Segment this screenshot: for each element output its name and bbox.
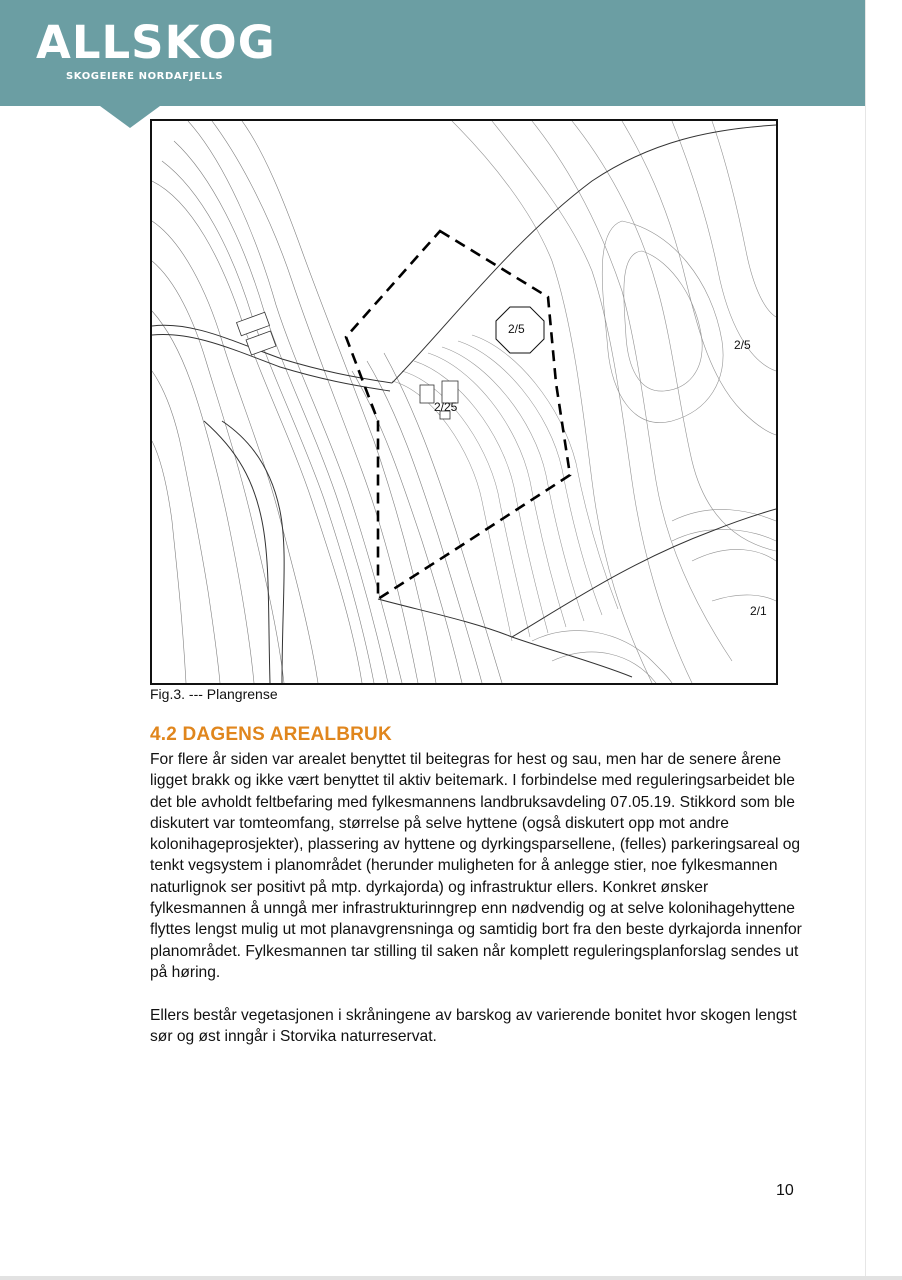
plan-map-drawing (152, 121, 776, 683)
page-number: 10 (776, 1182, 794, 1199)
buildings (237, 312, 458, 419)
parcel-label-2-5: 2/5 (734, 338, 751, 352)
paragraph: For flere år siden var arealet benyttet til beitegras for hest og sau, men har de senere årene ligget brakk og ikke vært benyttet til aktiv beitemark. I forbindelse med reguleringsarbeidet ble det ble avholdt feltbefaring med fylkesmannens landbruksavdeling 07.05.19. Stikkord som ble diskutert var tomteomfang, størrelse på selve hyttene (også diskutert opp mot andre kolonihageprosjekter), plassering av hyttene og dyrkingsparsellene, (felles) parkeringsareal og tenkt vegsystem i planområdet (herunder muligheten for å anlegge stier, noe fylkesmannen naturlignok ser positivt på mtp. dyrkajorda) og infrastruktur ellers. Konkret ønsker fylkesmannen å unngå mer infrastrukturinngrep enn nødvendig og at selve kolonihagehyttene flyttes lengst mulig ut mot planavgrensninga og samtidig bort fra den beste dyrkajorda innenfor planområdet. Fylkesmannen tar stilling til saken når komplett reguleringsplanforslag sendes ut på høring. (150, 751, 802, 981)
contour-lines-parcel (392, 335, 618, 641)
logo-subtitle: SKOGEIERE NORDAFJELLS (66, 71, 224, 82)
page-edge-right (865, 0, 902, 1280)
figure-caption: Fig.3. --- Plangrense (150, 686, 278, 702)
plan-map (150, 119, 778, 685)
header-banner (0, 0, 865, 106)
property-lines (152, 125, 776, 683)
parcel-label-2-5-small: 2/5 (508, 322, 525, 336)
logo-text: ALLSKOG (36, 16, 276, 69)
plan-boundary (346, 231, 570, 599)
section-heading: 4.2 DAGENS AREALBRUK (150, 724, 392, 745)
body-text (150, 749, 805, 1068)
parcel-label-2-1: 2/1 (750, 604, 767, 618)
page-edge-bottom (0, 1276, 902, 1280)
parcel-label-2-25: 2/25 (434, 400, 458, 414)
paragraph: Ellers består vegetasjonen i skråningene av barskog av varierende bonitet hvor skogen lengst sør og øst inngår i Storvika naturreservat. (150, 1006, 797, 1045)
